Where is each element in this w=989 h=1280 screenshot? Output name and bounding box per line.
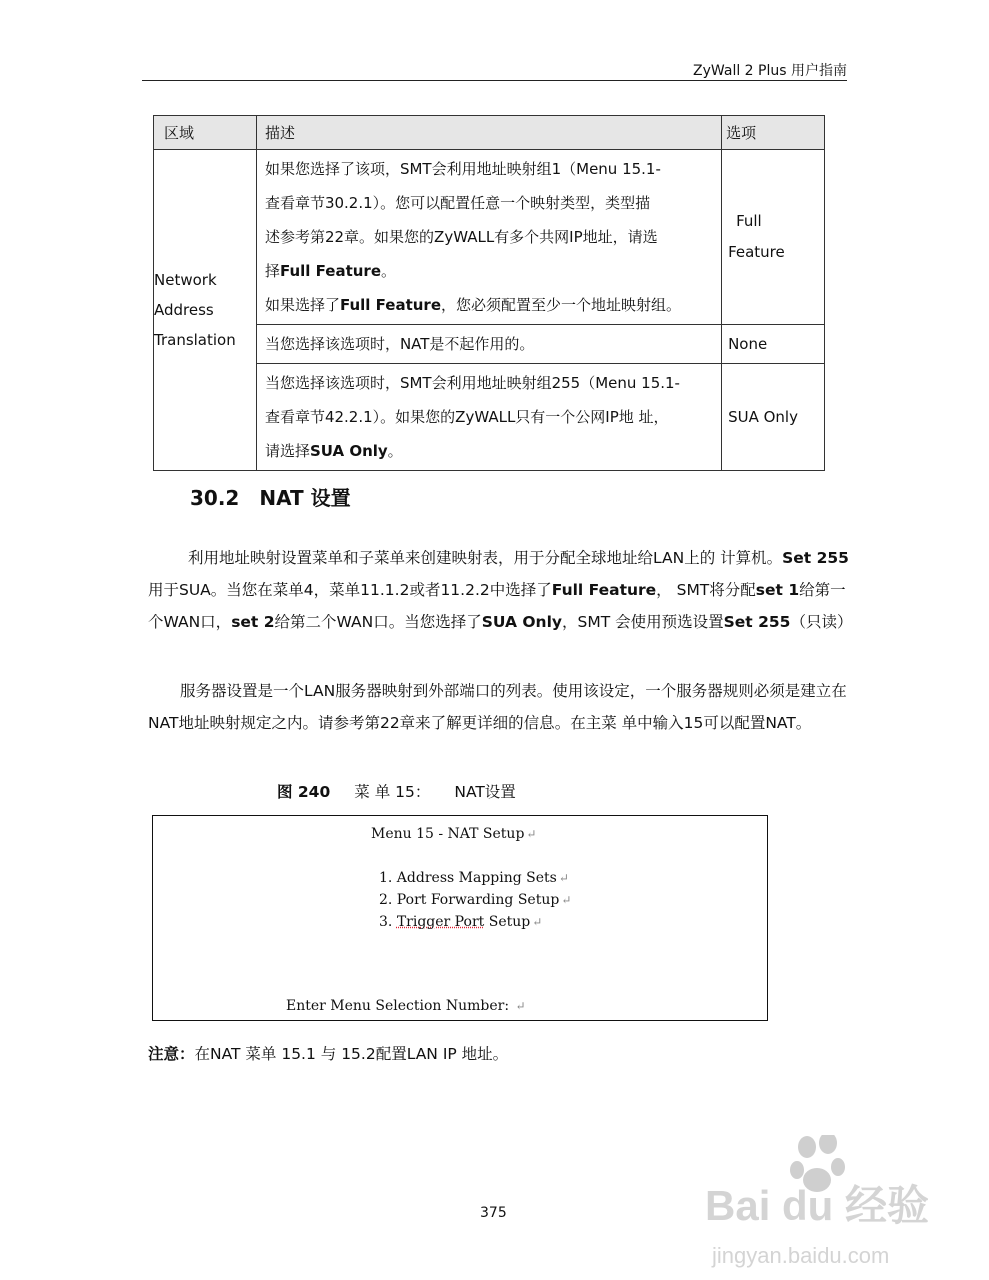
menu-item-trigger-port: 3. Trigger Port Setup ↵ — [379, 914, 543, 930]
header-divider — [142, 80, 847, 81]
figure-subtitle: 菜 单 15： — [354, 783, 431, 801]
baidu-jingyan-watermark — [700, 1135, 940, 1270]
table-row — [154, 150, 825, 325]
figure-caption — [277, 780, 516, 802]
return-icon: ↵ — [561, 893, 572, 907]
option-cell: None — [722, 325, 825, 364]
menu-item-address-mapping: 1. Address Mapping Sets ↵ — [379, 870, 569, 886]
note — [148, 1042, 508, 1064]
description-line: 述参考第22章。如果您的ZyWALL有多个共网IP地址，请选 — [264, 228, 658, 246]
description-line: 当您选择该选项时，SMT会利用地址映射组255（Menu 15.1- — [264, 374, 680, 392]
paragraph-server-setup: 服务器设置是一个LAN服务器映射到外部端口的列表。使用该设定，一个服务器规则必须是建立在NAT地址映射规定之内。请参考第22章来了解更详细的信息。在主菜 单中输入15可以配置NAT。 — [148, 682, 847, 732]
return-icon: ↵ — [532, 915, 543, 929]
section-title: NAT 设置 — [259, 486, 351, 510]
note-text: 在NAT 菜单 15.1 与 15.2配置LAN IP 地址。 — [194, 1045, 509, 1063]
description-line: 查看章节42.2.1）。如果您的ZyWALL只有一个公网IP地 址， — [264, 408, 669, 426]
column-header-description: 描述 — [256, 116, 721, 150]
paragraph-nat-overview: 利用地址映射设置菜单和子菜单来创建映射表，用于分配全球地址给LAN上的 计算机。Set 255用于SUA。当您在菜单4，菜单11.1.2或者11.2.2中选择了Full Feature， SMT将分配set 1给第一个WAN口，set 2给第二个WAN口。当您选择了SUA Only，SMT 会使用预选设置Set 255（只读） — [148, 549, 853, 631]
field-name-line: Translation — [154, 331, 236, 349]
return-icon: ↵ — [526, 827, 537, 841]
note-label: 注意： — [148, 1045, 195, 1063]
field-name-line: Address — [154, 301, 214, 319]
column-header-field: 区域 — [154, 116, 257, 150]
nat-options-table — [153, 115, 825, 471]
figure-number: 图 240 — [277, 783, 331, 801]
description-line: 查看章节30.2.1）。您可以配置任意一个映射类型，类型描 — [264, 194, 651, 212]
return-icon: ↵ — [558, 871, 569, 885]
smt-menu-screen — [152, 815, 768, 1021]
field-name-line: Network — [154, 271, 217, 289]
description-cell — [256, 150, 721, 325]
description-line: 择Full Feature。 — [264, 262, 397, 280]
running-header-title: ZyWall 2 Plus 用户指南 — [693, 63, 847, 79]
option-cell — [722, 150, 825, 325]
menu-item-port-forwarding: 2. Port Forwarding Setup ↵ — [379, 892, 572, 908]
description-line: 如果您选择了该项，SMT会利用地址映射组1（Menu 15.1- — [264, 160, 661, 178]
option-line: Feature — [728, 243, 785, 261]
figure-title: NAT设置 — [454, 783, 516, 801]
watermark-logo-text: Bai du 经验 — [705, 1182, 930, 1229]
page-number: 375 — [480, 1205, 507, 1221]
description-cell: 当您选择该选项时，NAT是不起作用的。 — [256, 325, 721, 364]
menu-selection-prompt: Enter Menu Selection Number: ↵ — [286, 998, 526, 1014]
section-heading — [190, 482, 351, 511]
description-line: 如果选择了Full Feature，您必须配置至少一个地址映射组。 — [264, 296, 682, 314]
description-line: 请选择SUA Only。 — [264, 442, 403, 460]
watermark-url: jingyan.baidu.com — [712, 1243, 890, 1268]
column-header-option: 选项 — [722, 116, 825, 150]
field-name-cell — [154, 150, 257, 471]
option-line: Full — [736, 212, 762, 230]
option-cell: SUA Only — [722, 364, 825, 471]
description-cell — [256, 364, 721, 471]
table-header-row — [154, 116, 825, 150]
return-icon: ↵ — [515, 999, 526, 1013]
section-number: 30.2 — [190, 486, 240, 510]
menu-title: Menu 15 - NAT Setup ↵ — [371, 826, 537, 842]
